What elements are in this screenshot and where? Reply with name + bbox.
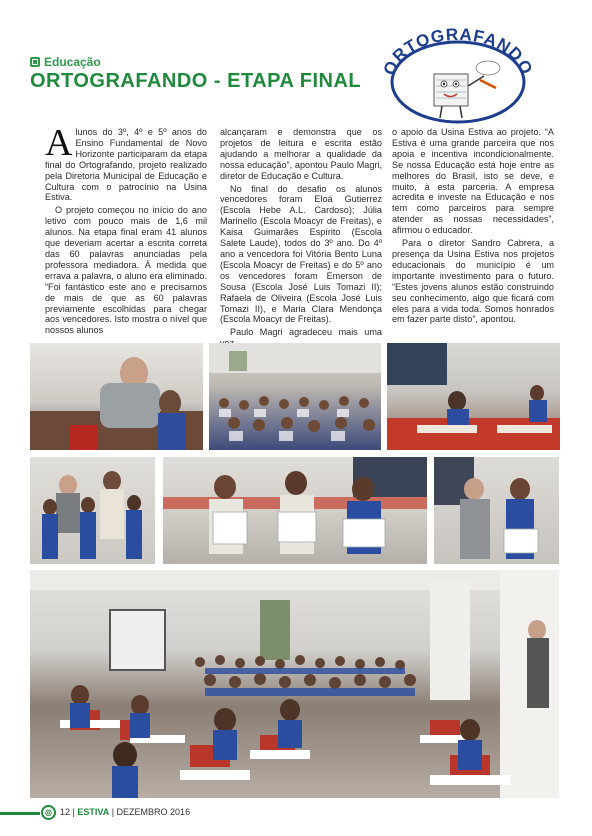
photo-three-winners-certificates	[163, 457, 427, 564]
article-column-1	[45, 122, 207, 338]
logo-text: RTOGRAFAND	[388, 28, 528, 66]
photo-students-desks	[387, 343, 560, 450]
footer-text: 12 | ESTIVA | DEZEMBRO 2016	[60, 807, 191, 817]
section-label: Educação	[44, 55, 101, 69]
section-tag	[30, 55, 101, 69]
photo-director-with-winner	[434, 457, 559, 564]
article-paragraph: Paulo Magri agradeceu mais uma	[230, 327, 382, 338]
article-column-3	[392, 127, 554, 327]
photo-auditorium-crowd	[209, 343, 381, 450]
page-footer	[0, 803, 592, 823]
ortografando-logo	[384, 28, 532, 128]
footer-logo-icon: ◎	[41, 805, 56, 820]
article-paragraph: alcançaram e demonstra que os projetos de leitura e escrita estão ajudando a melhorar a qualidade da nossa educação”, apontou Paulo Magri, diretor de Educação e Cultura.	[220, 127, 382, 181]
page-number: 12	[60, 807, 71, 817]
photo-teacher-student	[30, 343, 203, 450]
dropcap: A	[45, 122, 73, 164]
photo-auditorium-wide	[30, 570, 559, 798]
article-paragraph	[45, 122, 207, 203]
section-icon	[30, 57, 40, 67]
article-paragraph: Para o diretor Sandro Cabrera, a presença da Usina Estiva nos projetos educacionais do município é um importante investimento para o futuro. “Estes jovens alunos estão construindo seu conhecimento, algo que ficará com eles para a vida toda. Somos honrados em fazer parte disto”, apontou.	[392, 238, 554, 325]
paragraph-text: lunos do 3º, 4º e 5º anos do Ensino Fundamental de Novo Horizonte participaram da etapa final do Ortografando, projeto realizado pela Diretoria Municipal de Educação e Cultura com o patrocínio na Usina Estiva.	[45, 127, 207, 203]
photo-winners-group	[30, 457, 155, 564]
article-paragraph: O projeto começou no início do ano letivo com pouco mais de 1,6 mil alunos. Na etapa final eram 41 alunos que deveriam acertar a escrita correta das 60 palavras anunciadas pela professora mediadora. À medida que errava a palavra, o aluno era eliminado. “Foi fantástico este ano e precisamos de mais de que as 60 palavras previamente escolhidas para chegar aos vencedores. Isto mostra o nível que nossos alunos	[45, 205, 207, 336]
article-column-2	[220, 127, 382, 351]
issue-date: DEZEMBRO 2016	[116, 807, 191, 817]
footer-bar	[0, 812, 40, 815]
magazine-name: ESTIVA	[77, 807, 110, 817]
article-paragraph: No final do desafio os alunos vencedores foram Eloá Gutierrez (Escola Hebe A.L. Cardoso); Júlia Marinello (Escola Moacyr de Freitas), e Kaisa Guimarães Espírito (Escola Salete Laude), todos do 3º ano. Do 4º ano a vencedora foi Vitória Bento Luna (Escola Moacyr de Freitas) e do 5º ano os vencedores foram Emerson de Sousa (Escola José Luis Tomazi II); Rafaela de Oliveira (Escola José Luis Tomazi II), e Maria Clara Mendonça (Escola Moacyr de Freitas).	[220, 183, 382, 325]
article-paragraph: o apoio da Usina Estiva ao projeto. “A Estiva é uma grande parceira que nos apoia e incentiva incondicionalmente. Se nossa Educação está hoje entre as melhores do Brasil, isto se deve, e muito, à esta parceria. A empresa acredita e investe na Educação e nos tem como parceiros para sempre atender as nossas necessidades”, afirmou o educador.	[392, 127, 554, 236]
page-title: ORTOGRAFANDO - ETAPA FINAL	[30, 70, 362, 92]
